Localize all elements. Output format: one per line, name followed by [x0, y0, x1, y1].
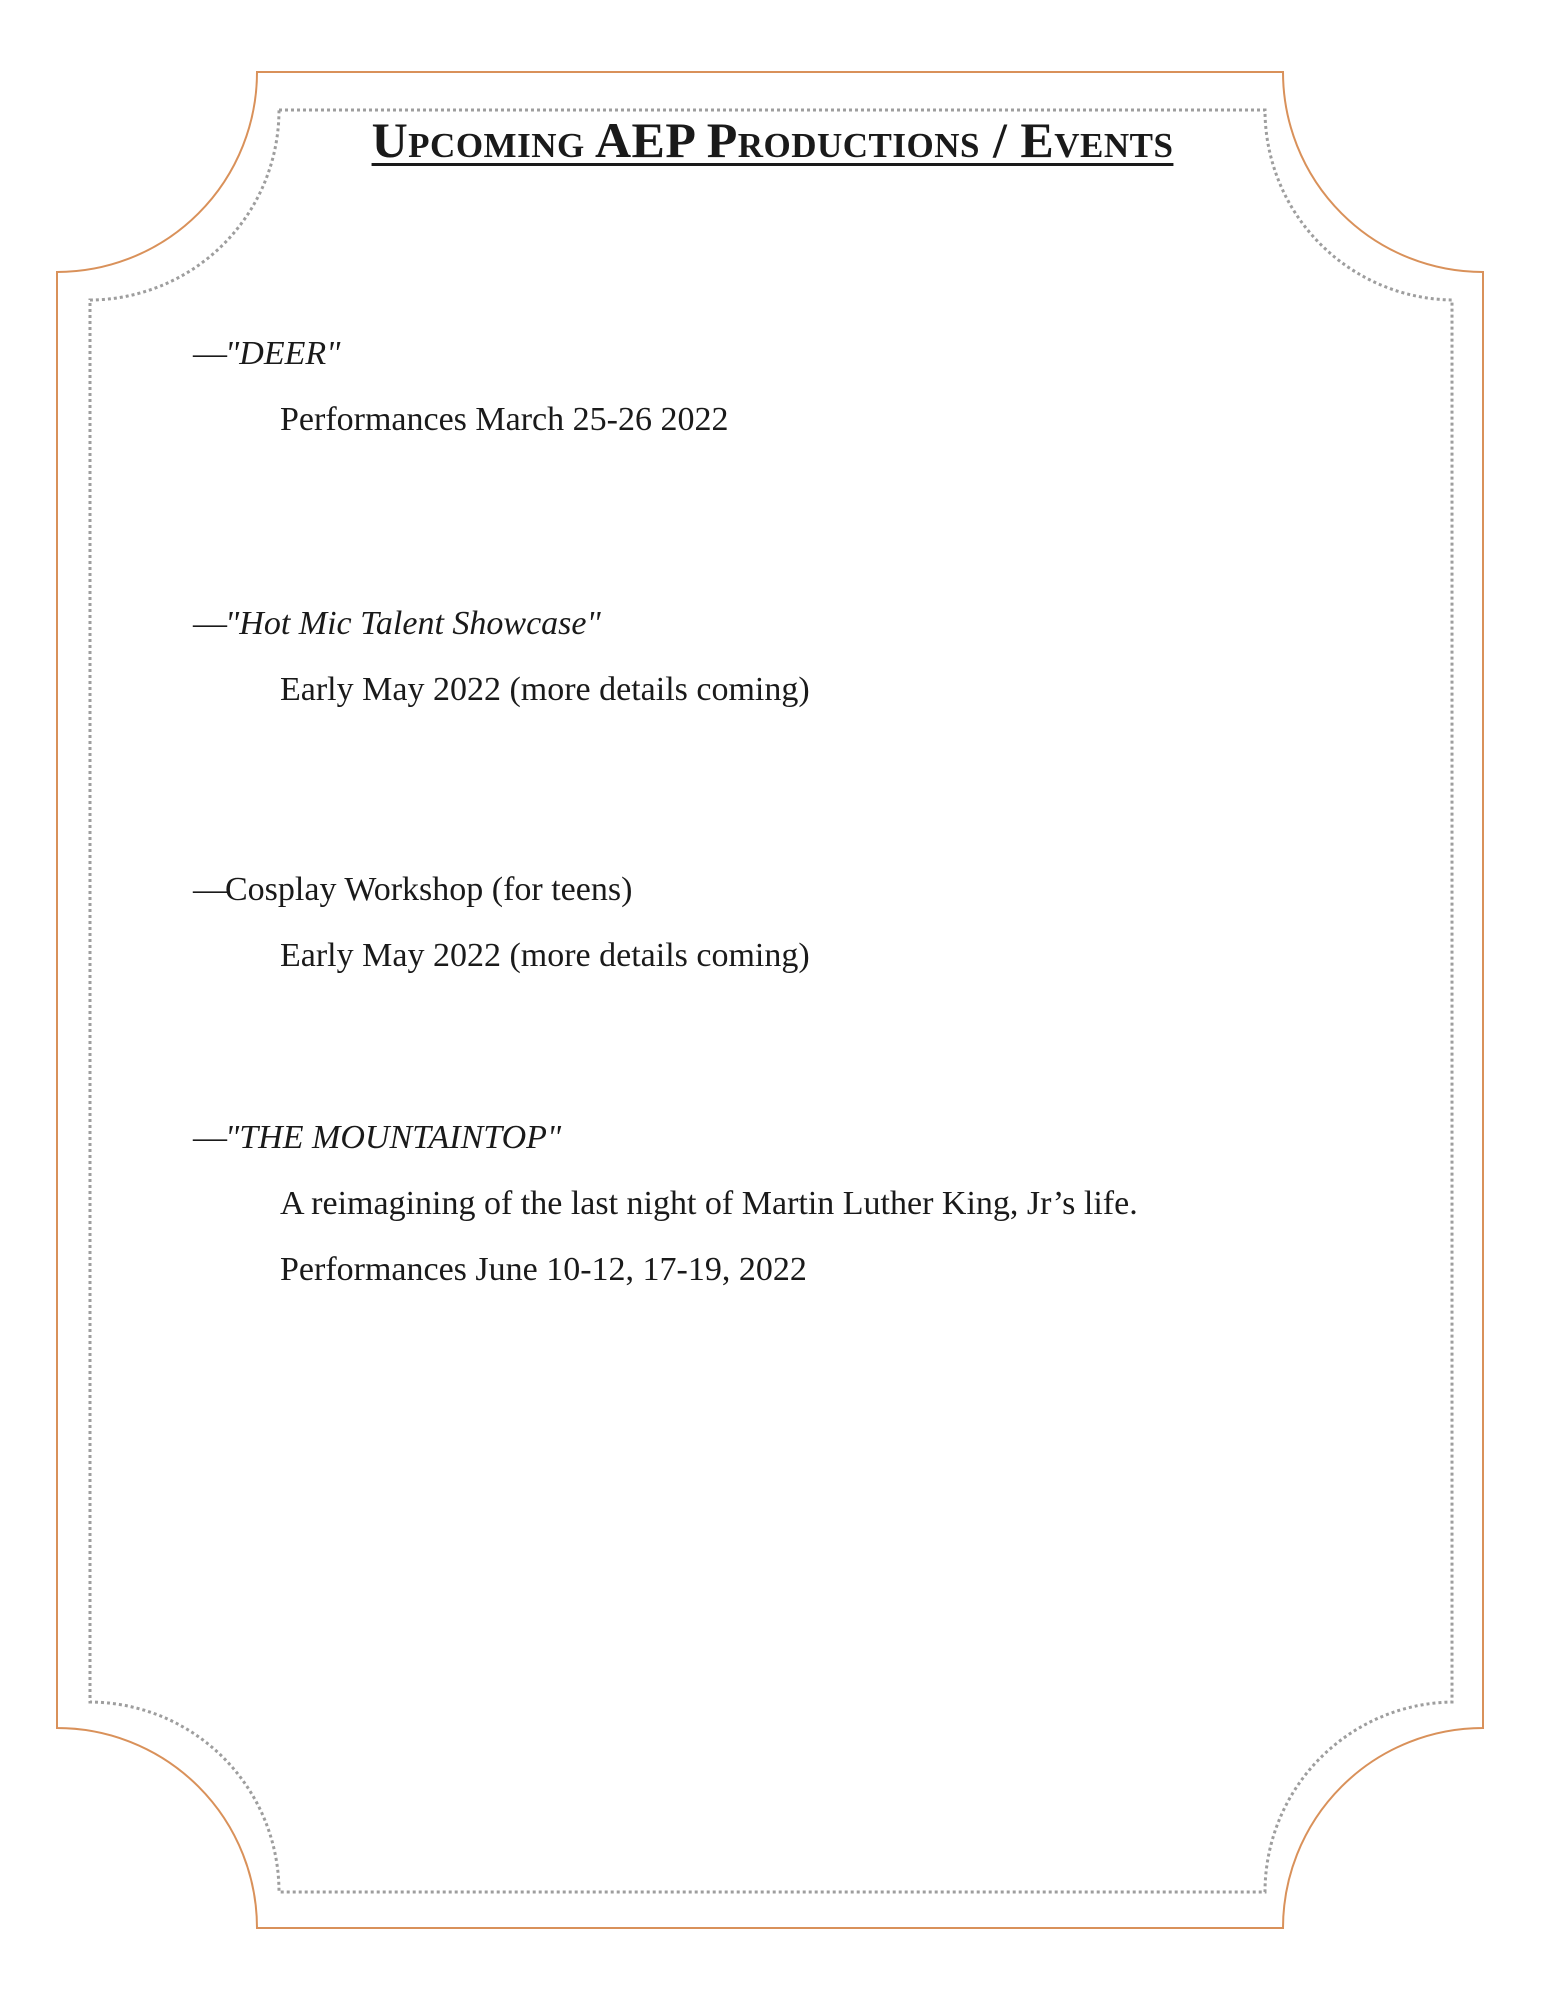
event-name: —"Hot Mic Talent Showcase": [193, 602, 810, 646]
event-mountaintop: [193, 1116, 1138, 1292]
event-dash: —: [193, 1119, 227, 1156]
event-detail: Early May 2022 (more details coming): [280, 937, 810, 974]
event-name: —Cosplay Workshop (for teens): [193, 868, 810, 912]
event-detail: Performances June 10-12, 17-19, 2022: [280, 1251, 807, 1288]
page-title: Upcoming AEP Productions / Events: [371, 112, 1174, 168]
event-detail: A reimagining of the last night of Martin Luther King, Jr’s life.: [280, 1185, 1138, 1222]
event-dash: —: [193, 605, 227, 642]
event-name: —"THE MOUNTAINTOP": [193, 1116, 1138, 1160]
event-deer: [193, 332, 728, 442]
event-cosplay-workshop: [193, 868, 810, 978]
event-detail: Performances March 25-26 2022: [280, 401, 729, 438]
event-hot-mic: [193, 602, 810, 712]
event-dash: —: [193, 871, 227, 908]
event-dash: —: [193, 335, 227, 372]
event-name: —"DEER": [193, 332, 728, 376]
event-detail: Early May 2022 (more details coming): [280, 671, 810, 708]
